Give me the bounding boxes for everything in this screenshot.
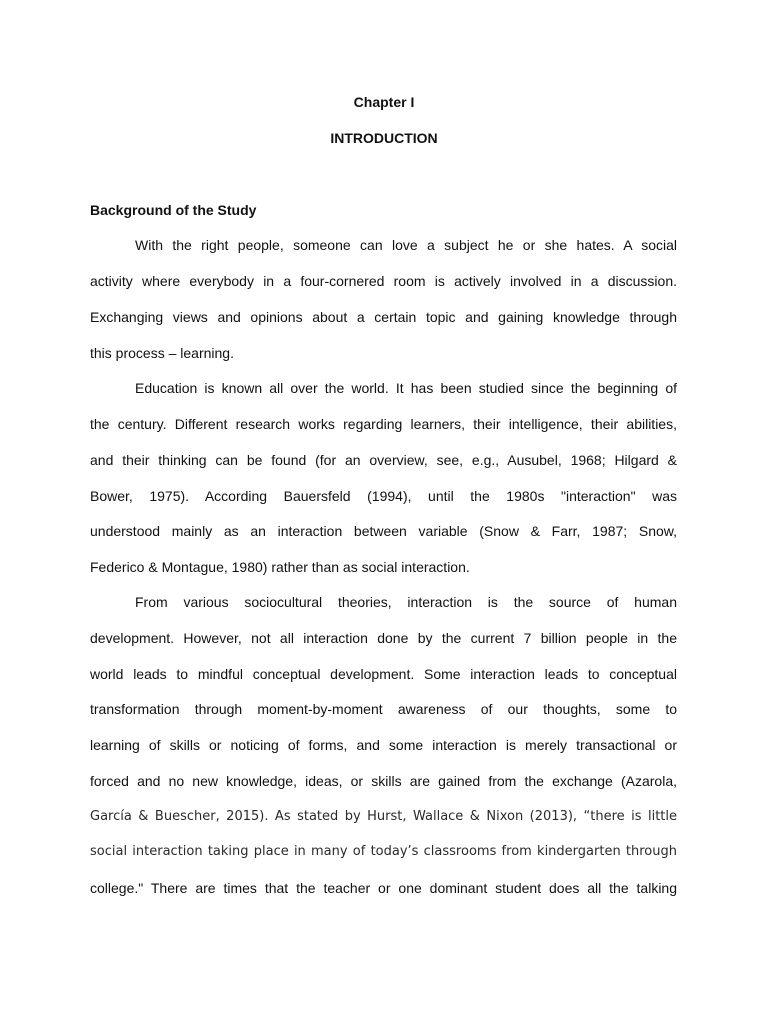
paragraph-line: activity where everybody in a four-cornered room is actively involved in a discussion. — [90, 273, 677, 289]
paragraph-line: Exchanging views and opinions about a certain topic and gaining knowledge through — [90, 309, 677, 325]
paragraph-line: development. However, not all interaction done by the current 7 billion people in the — [90, 630, 677, 646]
paragraph-line: Federico & Montague, 1980) rather than as social interaction. — [90, 559, 470, 575]
paragraph-line: the century. Different research works regarding learners, their intelligence, their abilities, — [90, 416, 677, 432]
section-heading: Background of the Study — [90, 202, 257, 218]
paragraph-line: understood mainly as an interaction between variable (Snow & Farr, 1987; Snow, — [90, 523, 677, 539]
paragraph-line: forced and no new knowledge, ideas, or skills are gained from the exchange (Azarola, — [90, 773, 677, 789]
paragraph-line: Bower, 1975). According Bauersfeld (1994), until the 1980s "interaction" was — [90, 488, 677, 504]
paragraph-line: Education is known all over the world. It has been studied since the beginning of — [135, 380, 677, 396]
paragraph-line: García & Buescher, 2015). As stated by Hurst, Wallace & Nixon (2013), “there is little — [90, 809, 677, 824]
paragraph-line: and their thinking can be found (for an overview, see, e.g., Ausubel, 1968; Hilgard & — [90, 452, 677, 468]
chapter-label: Chapter I — [353, 94, 415, 110]
paragraph-line: this process – learning. — [90, 345, 234, 361]
paragraph-line: world leads to mindful conceptual development. Some interaction leads to conceptual — [90, 666, 677, 682]
paragraph-line: From various sociocultural theories, interaction is the source of human — [135, 594, 677, 610]
paragraph-line: transformation through moment-by-moment awareness of our thoughts, some to — [90, 701, 677, 717]
paragraph-line: college." There are times that the teacher or one dominant student does all the talking — [90, 880, 677, 896]
paragraph-line: With the right people, someone can love a subject he or she hates. A social — [135, 237, 677, 253]
paragraph-line: social interaction taking place in many of today’s classrooms from kindergarten through — [90, 844, 677, 859]
paragraph-line: learning of skills or noticing of forms, and some interaction is merely transactional or — [90, 737, 677, 753]
chapter-title: INTRODUCTION — [330, 130, 438, 146]
